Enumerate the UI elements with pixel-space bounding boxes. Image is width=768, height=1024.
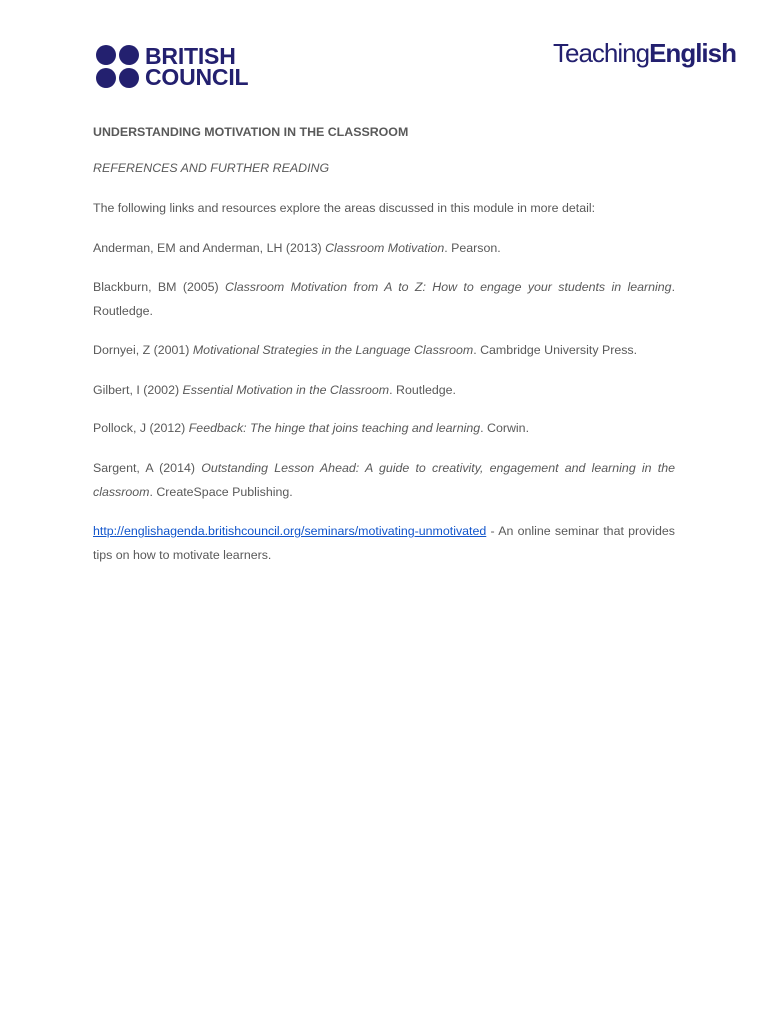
reference-publisher: . Routledge.	[389, 383, 456, 397]
reference-item	[93, 275, 675, 323]
reference-title: Outstanding Lesson Ahead: A guide to creativity, engagement and learning in the classroom	[93, 461, 675, 499]
teaching-english-logo	[553, 38, 736, 69]
document-title: UNDERSTANDING MOTIVATION IN THE CLASSROOM	[93, 125, 409, 139]
bc-logo-line1: BRITISH	[145, 42, 236, 69]
british-council-dots-icon	[96, 45, 139, 88]
reference-authors: Sargent, A (2014)	[93, 461, 202, 475]
reference-title: Motivational Strategies in the Language Classroom	[192, 343, 474, 357]
reference-item	[93, 416, 675, 440]
reference-title: Classroom Motivation from A to Z: How to engage your students in learning	[225, 280, 672, 294]
reference-item	[93, 236, 675, 260]
reference-title: Feedback: The hinge that joins teaching and learning	[188, 421, 481, 435]
reference-title: Essential Motivation in the Classroom	[182, 383, 390, 397]
reference-authors: Gilbert, I (2002)	[93, 383, 183, 397]
seminar-link[interactable]: http://englishagenda.britishcouncil.org/seminars/motivating-unmotivated	[93, 524, 487, 538]
reference-title: Classroom Motivation	[325, 241, 445, 255]
reference-publisher: . Routledge.	[93, 280, 676, 318]
reference-authors: Anderman, EM and Anderman, LH (2013)	[93, 241, 326, 255]
reference-publisher: . Corwin.	[480, 421, 530, 435]
reference-authors: Pollock, J (2012)	[93, 421, 189, 435]
reference-publisher: . CreateSpace Publishing.	[149, 485, 293, 499]
british-council-wordmark	[145, 42, 249, 90]
document-body	[93, 120, 675, 567]
te-logo-part1: Teaching	[553, 38, 650, 68]
seminar-link-description: - An online seminar that provides tips on how to motivate learners.	[93, 524, 675, 562]
reference-item	[93, 456, 675, 504]
reference-publisher: . Pearson.	[444, 241, 501, 255]
document-subtitle: REFERENCES AND FURTHER READING	[93, 161, 330, 175]
reference-authors: Blackburn, BM (2005)	[93, 280, 226, 294]
intro-paragraph: The following links and resources explore the areas discussed in this module in more detail:	[93, 201, 596, 215]
seminar-link-paragraph	[93, 519, 675, 567]
reference-publisher: . Cambridge University Press.	[473, 343, 638, 357]
reference-item	[93, 378, 675, 402]
te-logo-part2: English	[649, 38, 736, 68]
reference-authors: Dornyei, Z (2001)	[93, 343, 193, 357]
british-council-logo	[96, 42, 249, 90]
bc-logo-line2: COUNCIL	[145, 63, 249, 90]
reference-item	[93, 338, 675, 362]
